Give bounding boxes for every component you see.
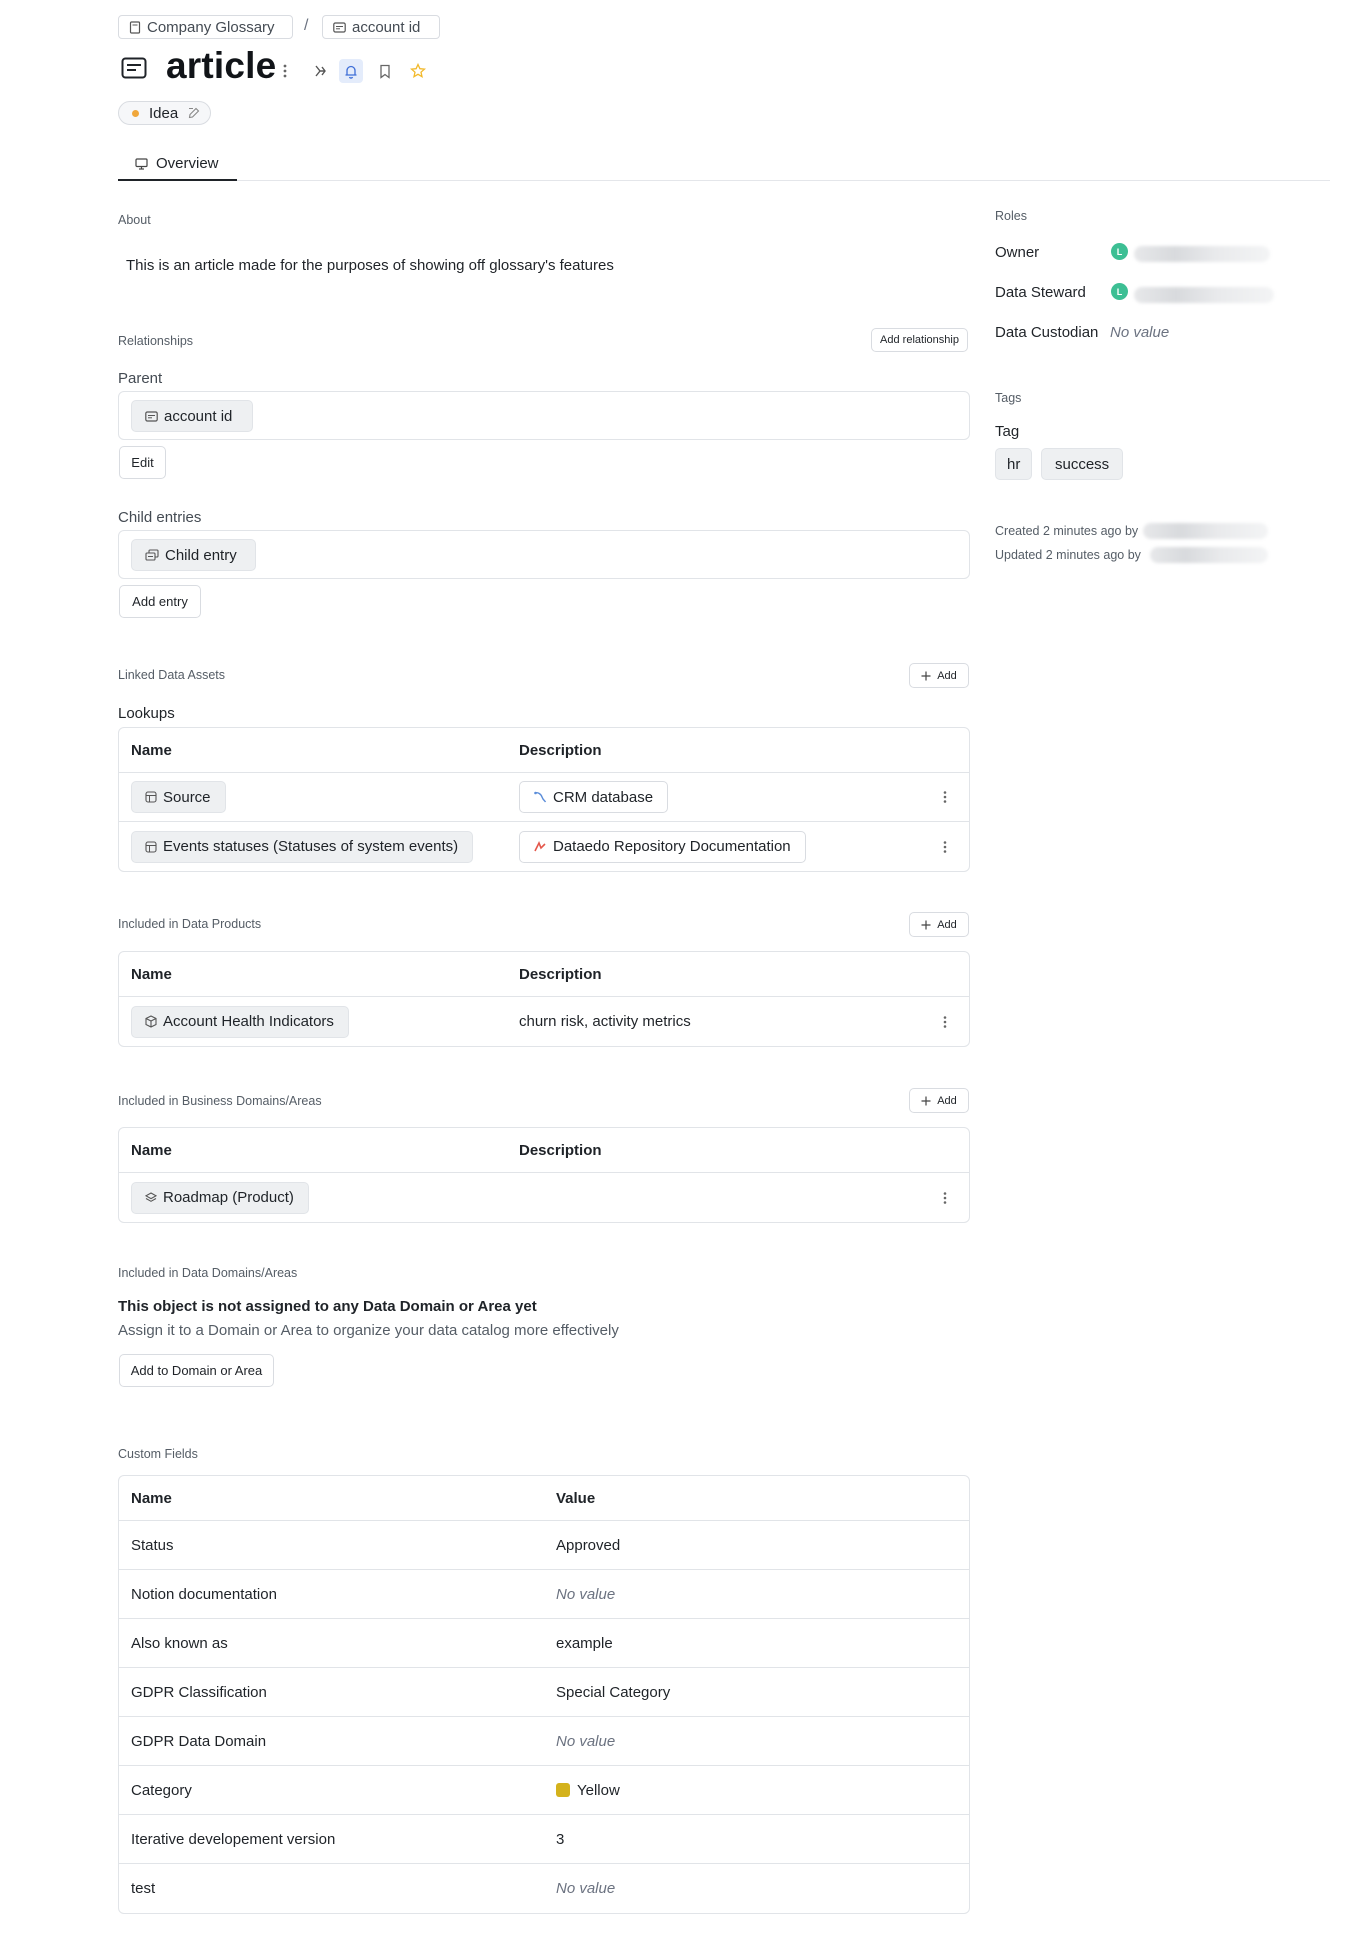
data-product-chip[interactable] [131, 1006, 349, 1038]
row-menu-icon[interactable] [943, 791, 947, 804]
avatar[interactable]: L [1111, 283, 1128, 300]
add-button-label: Add [937, 669, 957, 682]
data-steward-label: Data Steward [995, 284, 1086, 301]
table-row[interactable] [119, 1521, 969, 1570]
column-header-name: Name [131, 966, 172, 983]
chip-label: Events statuses (Statuses of system events) [163, 838, 459, 855]
bell-icon[interactable] [339, 59, 363, 83]
description-cell: churn risk, activity metrics [519, 1013, 691, 1030]
chip-label: Dataedo Repository Documentation [553, 838, 791, 855]
field-value[interactable]: No value [556, 1880, 616, 1897]
more-options-icon[interactable] [273, 59, 297, 83]
relationships-heading: Relationships [118, 334, 194, 348]
chip-label: Roadmap (Product) [163, 1189, 294, 1206]
field-value[interactable]: No value [556, 1732, 616, 1750]
row-menu-icon[interactable] [943, 1015, 947, 1028]
linked-data-assets-heading: Linked Data Assets [118, 668, 226, 682]
table-row[interactable] [119, 1668, 969, 1717]
cube-icon [145, 1015, 157, 1028]
database-chip[interactable] [519, 781, 668, 813]
layers-icon [145, 1192, 157, 1203]
created-by-redacted [1143, 523, 1268, 539]
business-domains-heading: Included in Business Domains/Areas [118, 1094, 322, 1108]
field-value[interactable]: No value [556, 1585, 616, 1603]
field-name: Also known as [131, 1634, 228, 1652]
asset-chip[interactable] [131, 781, 226, 813]
breadcrumb-label: Company Glossary [147, 18, 275, 36]
tab-label: Overview [156, 155, 219, 172]
field-name: Status [131, 1536, 174, 1554]
table-header [119, 952, 969, 997]
add-button-label: Add [937, 918, 957, 931]
parent-label: Parent [118, 370, 163, 387]
table-row[interactable] [119, 997, 969, 1046]
table-header [119, 728, 969, 773]
tab-bar-divider [118, 180, 1330, 181]
custom-fields-heading: Custom Fields [118, 1447, 198, 1461]
field-name: GDPR Data Domain [131, 1732, 267, 1750]
field-value[interactable]: example [556, 1634, 613, 1652]
about-heading: About [118, 213, 151, 227]
updated-by-redacted [1150, 547, 1268, 563]
data-domains-heading: Included in Data Domains/Areas [118, 1266, 298, 1280]
table-row[interactable] [119, 1570, 969, 1619]
edit-icon[interactable] [188, 107, 200, 119]
table-row[interactable] [119, 773, 969, 822]
column-header-description: Description [519, 742, 602, 759]
row-menu-icon[interactable] [943, 1191, 947, 1204]
data-custodian-value[interactable]: No value [1110, 324, 1170, 341]
lineage-icon[interactable] [308, 59, 332, 83]
status-badge[interactable] [118, 101, 211, 125]
add-button-label: Add [937, 1094, 957, 1107]
star-icon[interactable] [406, 59, 430, 83]
table-icon [145, 841, 157, 853]
field-value[interactable]: 3 [556, 1830, 565, 1848]
asset-chip[interactable] [131, 831, 473, 863]
term-icon [333, 22, 346, 33]
color-swatch-icon [556, 1783, 570, 1797]
table-row[interactable] [119, 1717, 969, 1766]
field-name: Iterative developement version [131, 1830, 336, 1848]
data-custodian-label: Data Custodian [995, 324, 1099, 341]
add-entry-button[interactable]: Add entry [119, 585, 201, 618]
chip-label: CRM database [553, 788, 654, 806]
column-header-description: Description [519, 966, 602, 983]
column-header-value: Value [556, 1490, 596, 1507]
add-linked-asset-button[interactable] [909, 663, 969, 688]
data-products-table [118, 951, 970, 1047]
table-row[interactable] [119, 1815, 969, 1864]
add-relationship-button[interactable]: Add relationship [871, 328, 968, 352]
parent-chip[interactable] [131, 400, 253, 432]
updated-info: Updated 2 minutes ago by [995, 548, 1141, 562]
breadcrumb-label: account id [352, 18, 421, 36]
table-header [119, 1128, 969, 1173]
tab-overview[interactable] [118, 148, 237, 181]
roles-heading: Roles [995, 209, 1027, 223]
book-icon [129, 21, 141, 34]
field-name: test [131, 1880, 156, 1897]
column-header-name: Name [131, 1142, 172, 1159]
linked-assets-table [118, 727, 970, 872]
chip-label: account id [164, 407, 233, 425]
chip-label: Account Health Indicators [163, 1013, 334, 1030]
empty-state-text: Assign it to a Domain or Area to organize your data catalog more effectively [118, 1322, 619, 1339]
tag-chip[interactable]: success [1041, 448, 1123, 480]
business-domains-table [118, 1127, 970, 1223]
dataedo-icon [533, 840, 547, 854]
table-row[interactable] [119, 1864, 969, 1913]
edit-parent-button[interactable]: Edit [119, 446, 166, 479]
table-row[interactable] [119, 1173, 969, 1222]
field-value[interactable]: Approved [556, 1536, 621, 1554]
tag-group-label: Tag [995, 423, 1020, 440]
field-value-label: Yellow [577, 1781, 620, 1799]
status-dot-icon [132, 110, 139, 117]
steward-name-redacted[interactable] [1134, 287, 1274, 303]
bookmark-icon[interactable] [373, 59, 397, 83]
plus-icon [921, 671, 931, 681]
chip-label: Source [163, 788, 211, 806]
field-name: Category [131, 1781, 192, 1799]
avatar[interactable]: L [1111, 243, 1128, 260]
table-icon [145, 791, 157, 803]
page-title: article [166, 45, 277, 86]
add-data-product-button[interactable] [909, 912, 969, 937]
table-row[interactable] [119, 1766, 969, 1815]
presentation-icon [135, 158, 148, 170]
child-entry-chip[interactable] [131, 539, 256, 571]
term-icon [145, 411, 158, 422]
plus-icon [921, 1096, 931, 1106]
about-description[interactable]: This is an article made for the purposes of showing off glossary's features [126, 257, 614, 274]
plus-icon [921, 920, 931, 930]
custom-fields-table [118, 1475, 970, 1914]
field-value[interactable]: Special Category [556, 1683, 671, 1701]
data-products-heading: Included in Data Products [118, 917, 262, 931]
lookups-label: Lookups [118, 705, 175, 722]
table-header [119, 1476, 969, 1521]
empty-state-title: This object is not assigned to any Data Domain or Area yet [118, 1298, 537, 1315]
database-chip[interactable] [519, 831, 806, 863]
field-value[interactable] [556, 1766, 620, 1814]
tags-heading: Tags [995, 391, 1022, 405]
business-domain-chip[interactable] [131, 1182, 309, 1214]
term-icon [121, 57, 147, 79]
add-business-domain-button[interactable] [909, 1088, 969, 1113]
column-header-name: Name [131, 742, 172, 759]
field-name: Notion documentation [131, 1585, 277, 1603]
table-row[interactable] [119, 1619, 969, 1668]
owner-label: Owner [995, 244, 1040, 261]
tag-chip[interactable]: hr [995, 448, 1032, 480]
field-name: GDPR Classification [131, 1683, 267, 1701]
breadcrumb-item-account-id[interactable] [322, 15, 440, 39]
row-menu-icon[interactable] [943, 840, 947, 853]
breadcrumb-separator: / [304, 17, 309, 34]
chip-label: Child entry [165, 546, 237, 564]
created-info: Created 2 minutes ago by [995, 524, 1139, 538]
child-entries-label: Child entries [118, 509, 202, 526]
column-header-description: Description [519, 1142, 602, 1159]
breadcrumb-item-company-glossary[interactable] [118, 15, 293, 39]
table-row[interactable] [119, 822, 969, 871]
status-label: Idea [149, 104, 179, 122]
owner-name-redacted[interactable] [1134, 246, 1270, 262]
add-to-domain-button[interactable]: Add to Domain or Area [119, 1354, 274, 1387]
article-icon [145, 549, 159, 561]
column-header-name: Name [131, 1490, 172, 1507]
database-icon [533, 790, 547, 804]
